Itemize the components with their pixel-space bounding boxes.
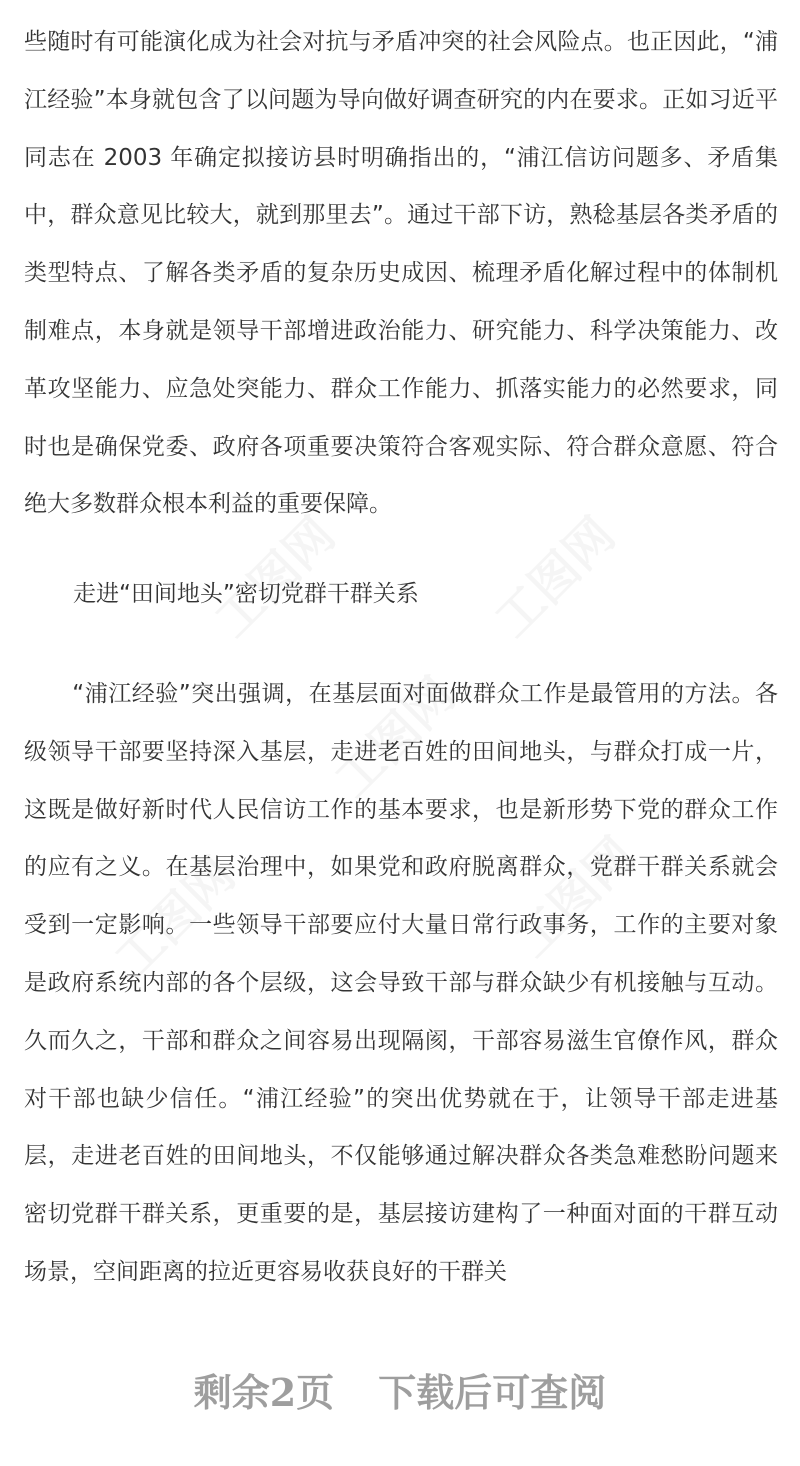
section-heading: 走进“田间地头”密切党群干群关系 (73, 581, 419, 607)
download-prompt-button[interactable] (0, 1362, 800, 1417)
download-to-view-label: 下载后可查阅 (378, 1370, 607, 1415)
body-paragraph-1: 些随时有可能演化成为社会对抗与矛盾冲突的社会风险点。也正因此，“浦江经验”本身就包含了以问题为导向做好调查研究的内在要求。正如习近平同志在 2003 年确定拟接访县时明确指出的，“浦江信访问题多、矛盾集中，群众意见比较大，就到那里去”。通过干部下访，熟稔基层各类矛盾的类型特点、了解各类矛盾的复杂历史成因、梳理矛盾化解过程中的体制机制难点，本身就是领导干部增进政治能力、研究能力、科学决策能力、改革攻坚能力、应急处突能力、群众工作能力、抓落实能力的必然要求，同时也是确保党委、政府各项重要决策符合客观实际、符合群众意愿、符合绝大多数群众根本利益的重要保障。 (24, 29, 778, 518)
remaining-pages-label: 剩余2页 (193, 1370, 335, 1415)
body-paragraph-2: “浦江经验”突出强调，在基层面对面做群众工作是最管用的方法。各级领导干部要坚持深入基层，走进老百姓的田间地头，与群众打成一片，这既是做好新时代人民信访工作的基本要求，也是新形势下党的群众工作的应有之义。在基层治理中，如果党和政府脱离群众，党群干群关系就会受到一定影响。一些领导干部要应付大量日常行政事务，工作的主要对象是政府系统内部的各个层级，这会导致干部与群众缺少有机接触与互动。久而久之，干部和群众之间容易出现隔阂，干部容易滋生官僚作风，群众对干部也缺少信任。“浦江经验”的突出优势就在于，让领导干部走进基层，走进老百姓的田间地头，不仅能够通过解决群众各类急难愁盼问题来密切党群干群关系，更重要的是，基层接访建构了一种面对面的干群互动场景，空间距离的拉近更容易收获良好的干群关 (24, 681, 778, 1285)
